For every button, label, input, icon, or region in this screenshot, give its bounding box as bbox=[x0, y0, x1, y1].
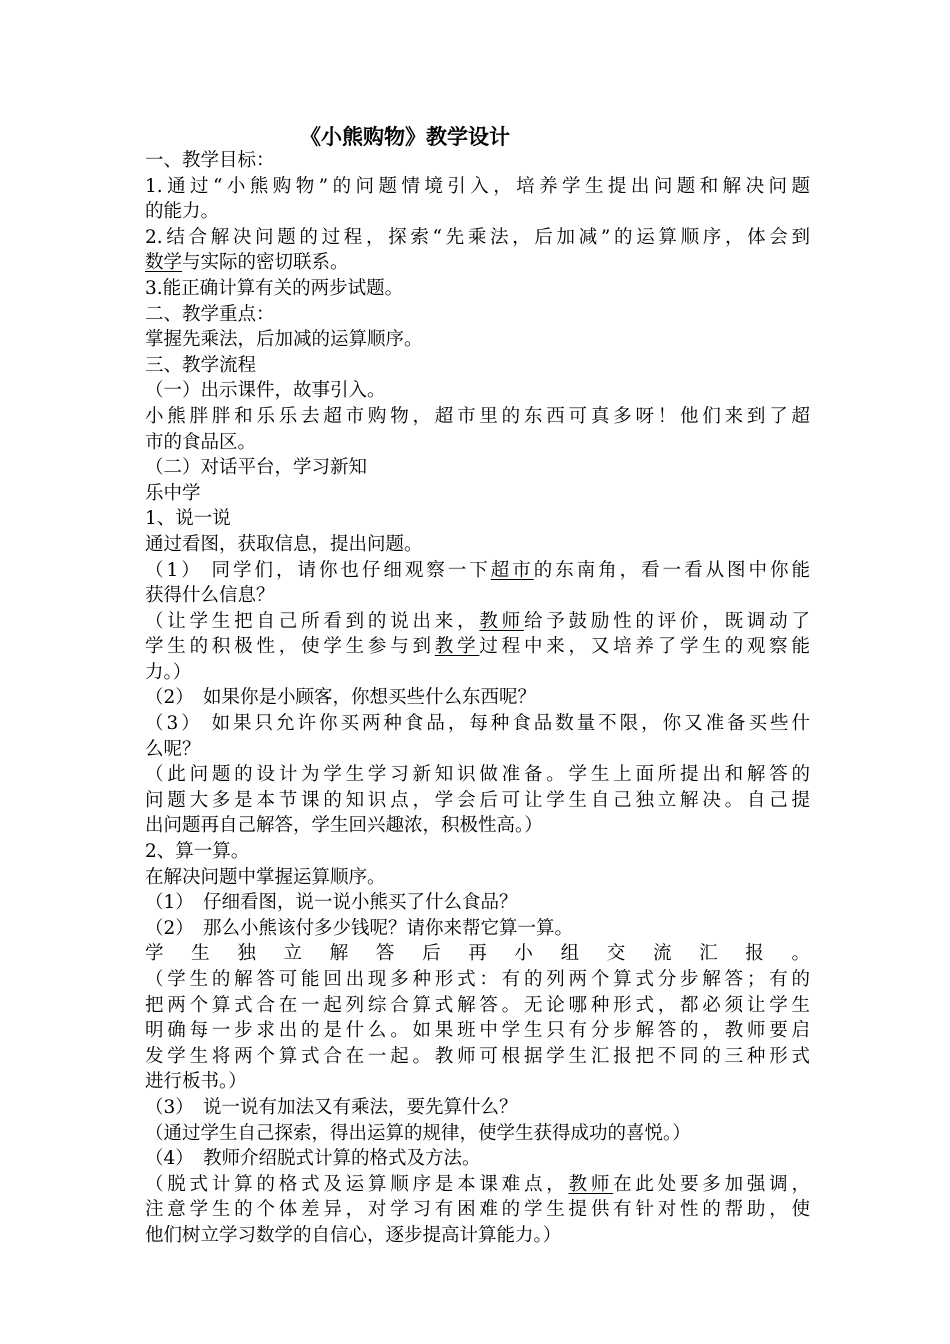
text-line: 小熊胖胖和乐乐去超市购物，超市里的东西可真多呀！他们来到了超 bbox=[145, 405, 810, 427]
text-line: 把两个算式合在一起列综合算式解答。无论哪种形式，都必须让学生 bbox=[145, 994, 810, 1016]
text-segment: （让学生把自己所看到的说出来， bbox=[145, 610, 480, 632]
text-line: （3） 说一说有加法又有乘法，要先算什么？ bbox=[145, 1096, 518, 1118]
text-line bbox=[145, 609, 810, 635]
text-line: 在解决问题中掌握运算顺序。 bbox=[145, 866, 386, 888]
text-line: 注意学生的个体差异，对学习有困难的学生提供有针对性的帮助，使 bbox=[145, 1199, 810, 1221]
text-line: 问题大多是本节课的知识点，学会后可让学生自己独立解决。自己提 bbox=[145, 789, 810, 811]
text-segment: 给予鼓励性的评价，既调动了 bbox=[523, 610, 810, 632]
text-line: 么呢？ bbox=[145, 738, 201, 760]
underlined-term: 教师 bbox=[568, 1173, 614, 1195]
text-line: （此问题的设计为学生学习新知识做准备。学生上面所提出和解答的 bbox=[145, 764, 810, 786]
text-line: 的能力。 bbox=[145, 201, 220, 223]
text-segment: 在此处要多加强调， bbox=[613, 1173, 810, 1195]
text-line: 一、教学目标： bbox=[145, 150, 275, 171]
text-line: （3） 如果只允许你买两种食品，每种食品数量不限，你又准备买些什 bbox=[145, 713, 810, 735]
text-line: （2） 如果你是小顾客，你想买些什么东西呢？ bbox=[145, 687, 537, 709]
text-line: 乐中学 bbox=[145, 482, 201, 504]
text-line bbox=[145, 558, 810, 584]
text-line: 1、说一说 bbox=[145, 508, 231, 530]
text-line: （一）出示课件，故事引入。 bbox=[145, 380, 386, 402]
text-line: 通过看图，获取信息，提出问题。 bbox=[145, 533, 423, 555]
underlined-term: 超市 bbox=[490, 559, 534, 581]
text-line: 市的食品区。 bbox=[145, 431, 257, 453]
text-segment: 与实际的密切联系。 bbox=[182, 252, 349, 274]
text-line bbox=[145, 1172, 810, 1198]
underlined-term: 教师 bbox=[479, 610, 524, 632]
text-line: 3.能正确计算有关的两步试题。 bbox=[145, 277, 404, 299]
text-line: （2） 那么小熊该付多少钱呢？请你来帮它算一算。 bbox=[145, 917, 574, 939]
text-line: 三、教学流程 bbox=[145, 354, 257, 376]
text-line: （通过学生自己探索，得出运算的规律，使学生获得成功的喜悦。） bbox=[145, 1122, 691, 1144]
text-line: 2.结合解决问题的过程，探索“先乘法，后加减”的运算顺序，体会到 bbox=[145, 226, 810, 248]
underlined-term: 数学 bbox=[145, 252, 183, 274]
text-segment: （1） 同学们，请你也仔细观察一下 bbox=[145, 559, 491, 581]
text-line: （1） 仔细看图，说一说小熊买了什么食品？ bbox=[145, 892, 518, 914]
document-title: 《小熊购物》教学设计 bbox=[300, 124, 510, 149]
text-line: 他们树立学习数学的自信心，逐步提高计算能力。） bbox=[145, 1224, 562, 1246]
text-line: 发学生将两个算式合在一起。教师可根据学生汇报把不同的三种形式 bbox=[145, 1045, 810, 1067]
text-segment: 学生的积极性，使学生参与到 bbox=[145, 636, 435, 658]
text-line: 力。） bbox=[145, 661, 192, 683]
text-line: 获得什么信息？ bbox=[145, 585, 275, 607]
text-line: 1.通过“小熊购物”的问题情境引入，培养学生提出问题和解决问题 bbox=[145, 175, 810, 197]
text-line bbox=[145, 634, 810, 660]
text-line: 明确每一步求出的是什么。如果班中学生只有分步解答的，教师要启 bbox=[145, 1020, 810, 1042]
text-line: 掌握先乘法，后加减的运算顺序。 bbox=[145, 329, 423, 351]
text-segment: 的东南角，看一看从图中你能 bbox=[533, 559, 810, 581]
text-line: 学生独立解答后再小组交流汇报。 bbox=[145, 943, 810, 965]
text-segment: （脱式计算的格式及运算顺序是本课难点， bbox=[145, 1173, 569, 1195]
text-line: 进行板书。） bbox=[145, 1071, 247, 1093]
text-line: 2、算一算。 bbox=[145, 841, 250, 863]
text-line: 出问题再自己解答，学生回兴趣浓，积极性高。） bbox=[145, 815, 543, 837]
text-line: （二）对话平台，学习新知 bbox=[145, 457, 368, 479]
text-line: 二、教学重点： bbox=[145, 303, 275, 325]
text-line: （学生的解答可能回出现多种形式：有的列两个算式分步解答；有的 bbox=[145, 969, 810, 990]
text-line bbox=[145, 250, 810, 276]
underlined-term: 教学 bbox=[434, 636, 480, 658]
text-line: （4） 教师介绍脱式计算的格式及方法。 bbox=[145, 1148, 481, 1170]
text-segment: 过程中来，又培养了学生的观察能 bbox=[479, 636, 810, 658]
document-body bbox=[145, 148, 810, 1249]
